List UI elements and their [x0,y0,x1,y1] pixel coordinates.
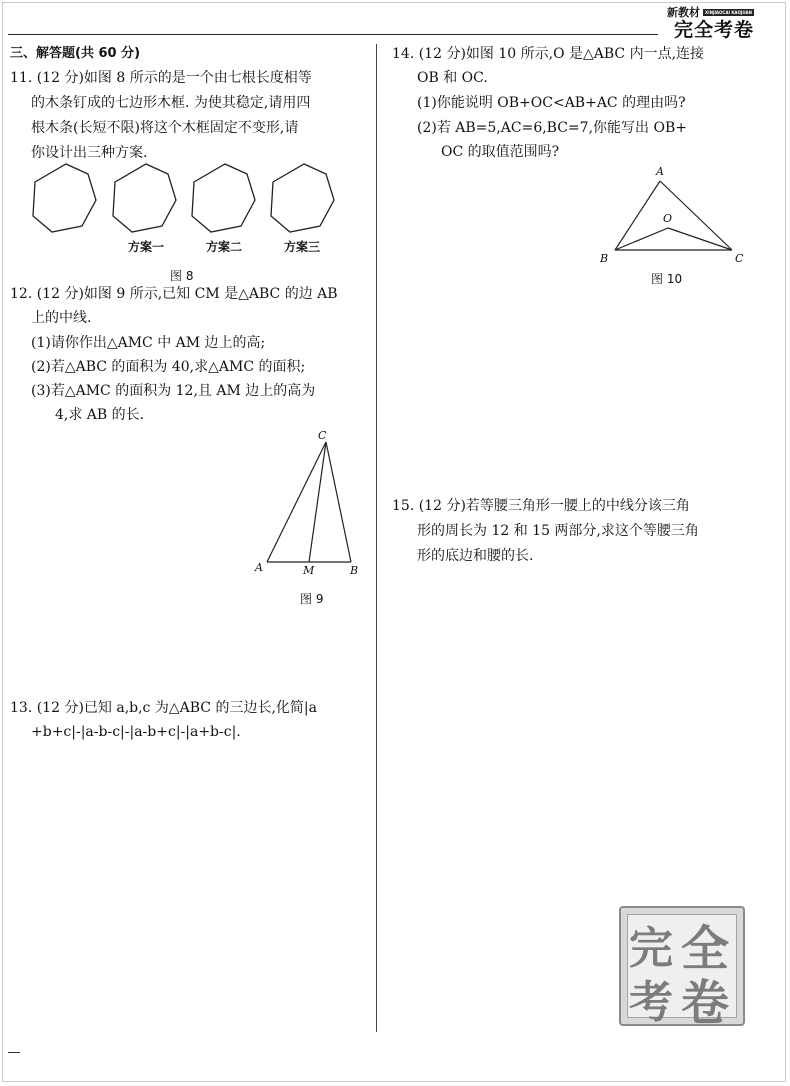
q14-line-2: OB 和 OC. [417,70,488,86]
fig9-label-c: C [318,429,327,442]
q14-part-1: (1)你能说明 OB+OC<AB+AC 的理由吗? [417,95,686,111]
q12-line-1: 12. (12 分)如图 9 所示,已知 CM 是△ABC 的边 AB [10,286,338,302]
segment-oc [668,228,732,250]
heptagon-1 [33,164,96,232]
column-divider [376,44,377,1032]
fig10-label-o: O [663,212,673,225]
plan-2-label: 方案二 [206,240,243,254]
stamp-char-4: 卷 [681,975,730,1031]
fig9-label-a: A [255,561,263,574]
q14-part-2-line-1: (2)若 AB=5,AC=6,BC=7,你能写出 OB+ [417,120,687,136]
heptagon-2 [113,164,176,232]
q12-part-1: (1)请你作出△AMC 中 AM 边上的高; [31,335,266,351]
fig9-label-m: M [303,564,315,577]
brand-pinyin: XINJIAOCAI KAOJUAN [705,9,752,15]
q11-line-3: 根木条(长短不限)将这个木框固定不变形,请 [31,120,299,136]
section-title: 三、解答题(共 60 分) [10,46,141,61]
footer-tick [8,1052,20,1053]
figure-10-triangle [600,165,750,265]
brand-stamp [619,906,745,1031]
q12-part-2: (2)若△ABC 的面积为 40,求△AMC 的面积; [31,359,306,375]
figure-10-caption: 图 10 [651,272,683,286]
fig10-label-b: B [600,252,609,265]
q11-line-2: 的木条钉成的七边形木框. 为使其稳定,请用四 [31,95,311,111]
heptagon-3 [192,164,255,232]
q14-line-1: 14. (12 分)如图 10 所示,O 是△ABC 内一点,连接 [392,46,705,62]
q12-part-3-line-2: 4,求 AB 的长. [55,407,145,423]
q11-line-1: 11. (12 分)如图 8 所示的是一个由七根长度相等 [10,70,312,86]
brand-title: 完全考卷 [673,19,754,41]
q15-line-2: 形的周长为 12 和 15 两部分,求这个等腰三角 [417,523,699,539]
q12-line-2: 上的中线. [31,310,92,326]
q15-line-3: 形的底边和腰的长. [417,548,534,564]
q13-line-1: 13. (12 分)已知 a,b,c 为△ABC 的三边长,化简|a [10,700,317,716]
segment-bc [326,442,351,562]
segment-ob [615,228,668,250]
fig10-label-a: A [656,165,664,178]
q12-part-3-line-1: (3)若△AMC 的面积为 12,且 AM 边上的高为 [31,383,316,399]
q14-part-2-line-2: OC 的取值范围吗? [441,144,560,160]
brand-logo [667,4,754,40]
figure-8-caption: 图 8 [170,269,194,283]
heptagon-4 [271,164,334,232]
figure-8-heptagons [24,160,344,240]
fig10-label-c: C [735,252,744,265]
plan-3-label: 方案三 [284,240,321,254]
q11-line-4: 你设计出三种方案. [31,145,148,161]
header-rule [8,34,658,35]
stamp-char-1: 完 [629,923,673,974]
segment-ab [615,181,660,250]
fig9-label-b: B [350,564,359,577]
stamp-char-3: 考 [629,977,673,1028]
q15-line-1: 15. (12 分)若等腰三角形一腰上的中线分该三角 [392,498,690,514]
plan-1-label: 方案一 [128,240,165,254]
q13-line-2: +b+c|-|a-b-c|-|a-b+c|-|a+b-c|. [31,724,241,740]
figure-9-caption: 图 9 [300,592,324,606]
stamp-char-2: 全 [681,921,730,977]
brand-small: 新教材 [667,6,701,19]
